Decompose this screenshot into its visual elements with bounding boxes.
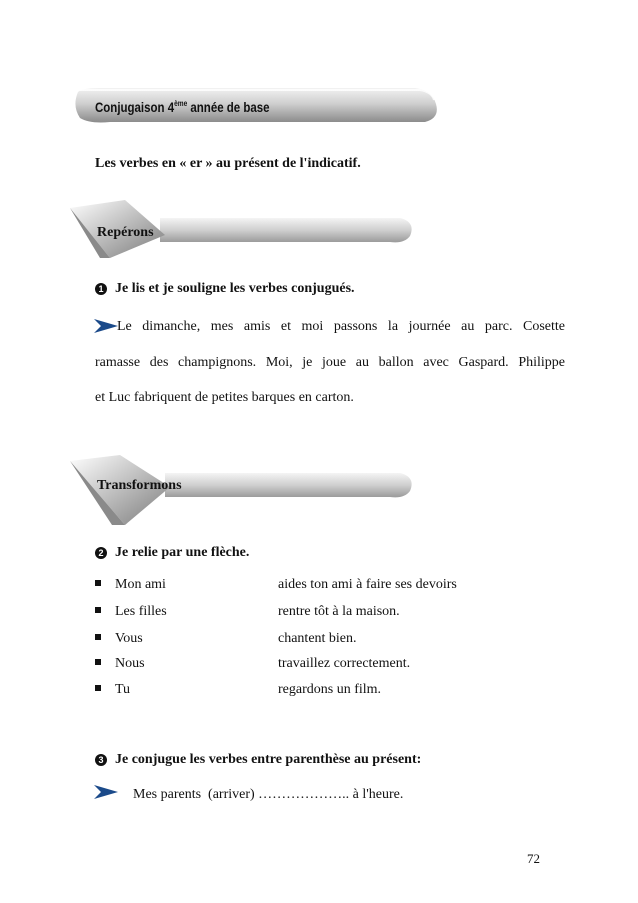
- square-bullet-icon: [95, 659, 101, 665]
- section-label-transformons: Transformons: [97, 478, 182, 493]
- exercise1-text-line: et Luc fabriquent de petites barques en carton.: [95, 390, 354, 405]
- number-three-icon: 3: [95, 754, 107, 766]
- square-bullet-icon: [95, 607, 101, 613]
- matching-right: chantent bien.: [278, 631, 357, 646]
- exercise3-instruction: 3 Je conjugue les verbes entre parenthèse au présent:: [95, 752, 421, 768]
- exercise2-instruction: 2 Je relie par une flèche.: [95, 545, 249, 561]
- exercise3-sentence: Mes parents (arriver) ……………….. à l'heure.: [133, 787, 404, 802]
- matching-row: [95, 631, 357, 647]
- matching-left: Tu: [115, 682, 131, 697]
- matching-row: [95, 682, 382, 698]
- exercise1-text-line: Le dimanche, mes amis et moi passons la journée au parc. Cosette: [117, 319, 565, 334]
- lesson-subtitle: Les verbes en « er » au présent de l'indicatif.: [95, 156, 361, 171]
- banner-title: Conjugaison 4ème année de base: [95, 99, 270, 115]
- matching-left: Les filles: [115, 604, 167, 619]
- square-bullet-icon: [95, 580, 101, 586]
- exercise1-instruction: 1 Je lis et je souligne les verbes conjugués.: [95, 281, 355, 297]
- square-bullet-icon: [95, 634, 101, 640]
- page-number: 72: [527, 851, 540, 866]
- square-bullet-icon: [95, 685, 101, 691]
- matching-row: [95, 604, 400, 620]
- exercise1-text-line: ramasse des champignons. Moi, je joue au ballon avec Gaspard. Philippe: [95, 355, 565, 370]
- number-one-icon: 1: [95, 283, 107, 295]
- number-two-icon: 2: [95, 547, 107, 559]
- matching-right: regardons un film.: [278, 682, 382, 697]
- matching-left: Vous: [115, 631, 143, 646]
- matching-left: Mon ami: [115, 577, 166, 592]
- matching-right: travaillez correctement.: [278, 656, 411, 671]
- matching-row: [95, 577, 457, 593]
- matching-right: rentre tôt à la maison.: [278, 604, 400, 619]
- section-label-reperons: Repérons: [97, 225, 154, 240]
- matching-left: Nous: [115, 656, 145, 671]
- matching-right: aides ton ami à faire ses devoirs: [278, 577, 457, 592]
- arrow-bullet-icon: [94, 785, 118, 799]
- matching-row: [95, 656, 411, 672]
